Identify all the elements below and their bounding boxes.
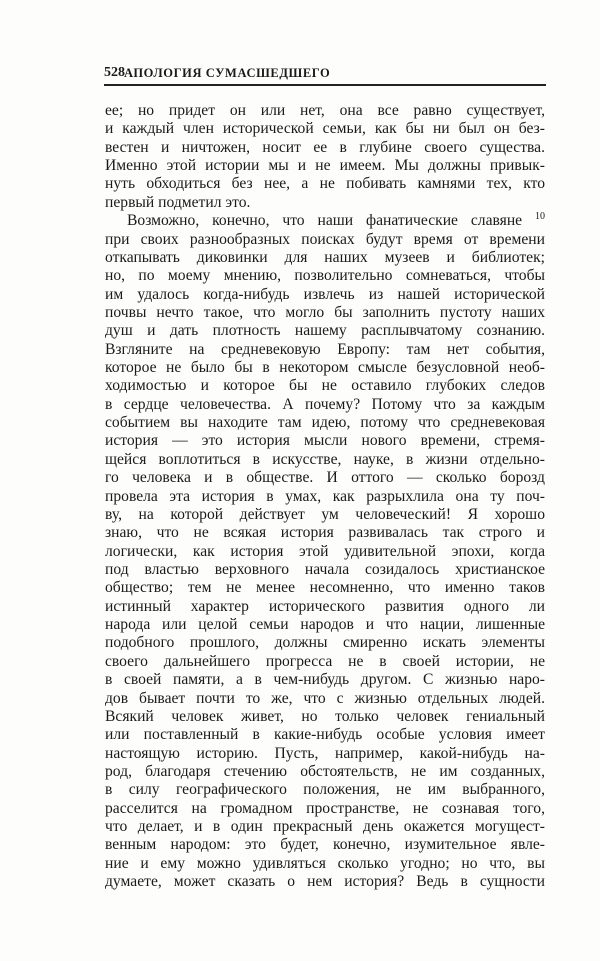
text-line-content: ходимостью и которое бы не оставило глубоких следов <box>105 377 545 395</box>
text-line-content: народа или целой семьи народов и что нации, лишенные <box>105 616 545 634</box>
text-line <box>105 708 545 726</box>
text-line <box>105 120 545 138</box>
text-line <box>105 322 545 340</box>
text-line-content: род, благодаря стечению обстоятельств, не им созданных, <box>105 762 545 780</box>
text-line <box>105 690 545 708</box>
text-line-content: в своей памяти, а в чем-нибудь другом. С жизнью наро- <box>105 671 545 689</box>
text-line <box>105 524 545 542</box>
text-line-content: го человека и в обществе. И оттого — сколько борозд <box>105 469 545 487</box>
text-line-content: душ и дать плотность нашему расплывчатому сознанию. <box>105 322 545 340</box>
text-line <box>105 102 545 120</box>
text-line-content: под властью верховного начала созидалось христианское <box>105 560 545 578</box>
page-header <box>104 62 546 84</box>
text-line-content: в силу географического положения, не им выбранного, <box>105 781 545 799</box>
text-line <box>105 616 545 634</box>
text-line-content: что делает, и в один прекрасный день окажется могущест- <box>105 818 545 836</box>
text-line-content: событием вы находите там идею, потому что средневековая <box>105 414 545 432</box>
text-line-content: знаю, что не всякая история развивалась так строго и <box>105 524 545 542</box>
text-line <box>105 157 545 175</box>
text-line-content: расселится на громадном пространстве, не сознавая того, <box>105 799 545 817</box>
text-line <box>105 561 545 579</box>
text-line-content: история — это история мысли нового времени, стремя- <box>105 432 545 450</box>
text-line <box>105 763 545 781</box>
text-line <box>105 249 545 267</box>
text-line <box>105 543 545 561</box>
text-line-content: настоящую историю. Пусть, например, какой-нибудь на- <box>105 744 545 762</box>
text-line-content: ее; но придет он или нет, она все равно существует, <box>105 102 545 119</box>
text-line <box>105 855 545 873</box>
running-title: АПОЛОГИЯ СУМАСШЕДШЕГО <box>124 66 331 80</box>
text-line <box>105 634 545 652</box>
text-line <box>105 579 545 597</box>
text-line <box>105 414 545 432</box>
text-line-content: Взгляните на средневековую Европу: там нет события, <box>105 340 545 358</box>
text-line <box>105 671 545 689</box>
page-number: 528 <box>104 65 125 80</box>
text-line-content: откапывать диковинки для наших музеев и библиотек; <box>105 248 545 266</box>
text-line-content: в сердце человечества. А почему? Потому что за каждым <box>105 395 545 413</box>
text-line-content: думаете, может сказать о нем история? Ведь в сущности <box>105 873 545 891</box>
footnote-reference[interactable]: 10 <box>535 210 545 222</box>
text-line-content: Возможно, конечно, что наши фанатические славяне <box>127 212 523 230</box>
text-line-content: первый подметил это. <box>105 193 251 211</box>
text-line <box>105 212 545 230</box>
text-line <box>105 451 545 469</box>
text-line <box>105 396 545 414</box>
text-line-content: которое не было бы в некотором смысле безусловной необ- <box>105 359 545 377</box>
text-line-content: но, по моему мнению, позволительно сомневаться, чтобы <box>105 267 545 285</box>
text-line <box>105 818 545 836</box>
text-line <box>105 781 545 799</box>
text-line <box>105 873 545 891</box>
text-line <box>105 139 545 157</box>
text-line <box>105 267 545 285</box>
text-line-content: Именно этой истории мы и не имеем. Мы должны привык- <box>105 157 545 175</box>
text-line-content: подобного прошлого, должны смиренно искать элементы <box>105 634 545 652</box>
text-line-content: Всякий человек живет, но только человек гениальный <box>105 707 545 725</box>
body-text <box>105 102 545 891</box>
text-line-content: им удалось когда-нибудь извлечь из нашей исторической <box>105 285 545 303</box>
text-line <box>105 598 545 616</box>
header-rule <box>104 84 546 86</box>
text-line-content: ние и ему можно удивляться сколько угодно; но что, вы <box>105 854 545 872</box>
text-line-content: истинный характер исторического развития одного ли <box>105 597 545 615</box>
text-line-content: провела эта история в умах, как разрыхлила она ту поч- <box>105 487 545 505</box>
text-line-content: при своих разнообразных поисках будут время от времени <box>105 230 545 248</box>
text-line <box>105 377 545 395</box>
text-line-content: нуть обходиться без нее, а не побивать камнями тех, кто <box>105 175 545 193</box>
text-line <box>105 726 545 744</box>
text-line <box>105 745 545 763</box>
text-line-content: логически, как история этой удивительной эпохи, когда <box>105 542 545 560</box>
text-line-content: вестен и ничтожен, носит ее в глубине своего существа. <box>105 138 545 156</box>
text-line <box>105 194 545 212</box>
text-line <box>105 359 545 377</box>
text-line <box>105 506 545 524</box>
text-line-content: ву, на которой действует ум человеческий! Я хорошо <box>105 505 545 523</box>
text-line-content: и каждый член исторической семьи, как бы ни был он без- <box>105 120 545 138</box>
text-line-content: или поставленный в какие-нибудь особые условия имеет <box>105 726 545 744</box>
text-line <box>105 488 545 506</box>
text-line-content: дов бывает почти то же, что с жизнью отдельных людей. <box>105 689 545 707</box>
text-line <box>105 800 545 818</box>
text-line <box>105 432 545 450</box>
text-line-content: щейся воплотиться в искусстве, науке, в жизни отдельно- <box>105 450 545 468</box>
text-line <box>105 286 545 304</box>
text-line <box>105 836 545 854</box>
text-line-content: общество; тем не менее несомненно, что именно таков <box>105 579 545 597</box>
text-line <box>105 653 545 671</box>
text-line <box>105 341 545 359</box>
text-line-content: почвы нечто такое, что могло бы заполнить пустоту наших <box>105 303 545 321</box>
text-line <box>105 469 545 487</box>
text-line <box>105 175 545 193</box>
text-line-content: венным народом: это будет, конечно, изумительное явле- <box>105 836 545 854</box>
text-line <box>105 304 545 322</box>
text-line <box>105 231 545 249</box>
text-line-content: своего дальнейшего прогресса не в своей истории, не <box>105 652 545 670</box>
